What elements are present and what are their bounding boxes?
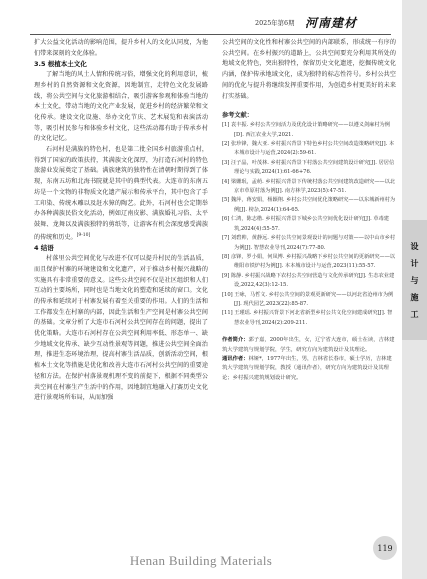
author-bio-text: 郭子嘉，2000年出生，女，辽宁省大连市，硕士在读，吉林建筑大学建筑与规划学院，学生，研究方向为建筑设计及其理论。	[222, 337, 395, 353]
left-column	[34, 38, 208, 404]
reference-item: [7] 刘碧帅，黄静远. 乡村公共空间景观设计的问题与对策——以中山市乡村为例[J]. 智慧农业导刊,2024(7):77-80.	[222, 235, 396, 251]
paragraph: 扩大公益文化活动的影响范围，提升乡村人的文化认同度，为他们带来深刻的文化体验。	[34, 39, 208, 57]
reference-item: [4] 梁姗珉，孟萌. 乡村振兴背景下传统村落公共空间建筑改造研究——以北京市草原村落为例[J]. 南方林学,2023(5):47-51.	[222, 178, 396, 195]
page-number: 119	[373, 536, 397, 560]
right-column	[222, 38, 396, 383]
section-tab	[402, 220, 427, 340]
reference-item: [9] 陈静. 乡村振兴战略下农村公共空间营造与文化传承研究[J]. 生态农业建设,2022,42(3):12-15.	[222, 272, 395, 289]
reference-item: [11] 王瑾瑶. 乡村振兴背景下河北省新型乡村公共文化空间建成研究[J]. 智慧农业导刊,2024(2):209-211.	[222, 310, 393, 326]
reference-item: [3] 汪子晶，叶茂林. 乡村振兴背景下村落公共空间建筑设计研究[J]. 居居信理论与实践,2024(1):61-66+76.	[222, 159, 395, 176]
references-list	[222, 121, 396, 328]
section-heading: 4 结语	[34, 244, 54, 253]
section-heading: 3.5 根植本土文化	[34, 60, 87, 69]
references-heading: 参考文献：	[222, 112, 253, 120]
section-tab-char: 与	[410, 275, 419, 285]
author-info	[222, 336, 396, 383]
citation-mark: [9-10]	[76, 232, 91, 238]
paragraph	[34, 145, 208, 243]
reference-item: [1] 袁丰振. 乡村公共空间活力及优化设计策略研究——以遵义剑麻村为例[D]. 西江农业大学,2021.	[222, 122, 390, 138]
header-rule	[30, 34, 391, 35]
author-bio	[222, 336, 396, 355]
paragraph: 村落里公共空间优化与改进不仅可以提升村民的生活品质，而且保护村寨的环境建设和文化遗产，对于推动乡村振兴战略的实施具有非常重要的意义。这些公共空间不仅是社区组织和人们互动的主要场所，同时也是当地文化的塑造和延续的窗口。文化的传承和延续对于村寨发展有着至关重要的作用。人们的生活和工作都发生在村寨的内部，因此生活和生产空间是村寨公共空间的基础。文章分析了大连市石河村公共空间存在的问题，提出了优化策略。大连市石河村存在公共空间利用率低、形态单一、缺少地域文化传承、缺少互动性景观等问题，推进公共空间全面治理，推进生态环境治理，提高村寨生活品质，创新活动空间，根植本土文化等措施是优化和改善大连市石河村公共空间的重要途径和方法。在保护村落景观机理不变的前提下，根据不同类型公共空间在村寨生产生活中的作用，因地制宜地融入打赛历史文化进行景观场所布局，从而加强	[34, 255, 208, 402]
corresponding-author	[222, 355, 396, 383]
footer-journal-name: Henan Building Materials	[129, 553, 273, 568]
section-tab-char: 施	[410, 292, 419, 302]
reference-item: [2] 张珍锋，魏大亚. 乡村振兴背景下特色乡村公共空间改造策略研究[J]. 本本城市设计与运营,2024(2):59-61.	[222, 141, 395, 157]
section-tab-char: 计	[410, 258, 419, 268]
section-tab-char: 工	[410, 309, 419, 319]
reference-item: [10] 王咏，马哲文. 乡村公共空间的景观更新研究——以河北省沧州市为例[J]. 现代园艺,2023(22):85-87.	[222, 291, 394, 307]
paragraph: 公共空间的文化性和村寨公共空间的内部联系，形成统一有序的公共空间。在乡村振兴的道路上，公共空间要充分利用其所处的地域文化特色，突出独特性，保留历史文化遗迹，挖掘传统文化内涵，保护传承地域文化，成为独特的标志性符号。乡村公共空间的优化与提升将继续发挥重要作用，为创造乡村更美好的未来打实基础。	[222, 39, 396, 100]
side-strip	[402, 0, 427, 579]
corresponding-author-text: 林娅*，1977年出生，男，吉林省长春市，硕士学历，吉林建筑大学建筑与规划学院，教授（通讯作者），研究方向为建筑设计及其理论；乡村振兴建筑规划设计研究。	[222, 355, 392, 381]
paragraph: 了解当地的风土人情和传统习俗，增强文化的利用意识，梳理乡村的自然资源和文化资源，因地制宜，走特色文化发展路线，将公共空间与文化旅游相结合，吸引游客参观和体验当地的本土文化，带动当地的文化产业发展，促进乡村的经济繁荣和文化传承。建设文化设施、举办文化节庆、艺术展览和表演活动等，吸引村民参与和体验乡村文化，这些活动都有助于传承乡村的文化记忆。	[34, 71, 208, 143]
reference-item: [6] 仁鸿，陈志楷. 乡村振兴背景下城乡公共空间优化设计研究[J]. 草毒建筑,2024(4):55-57.	[222, 216, 389, 232]
journal-brand: 河南建材	[305, 16, 358, 30]
section-tab-char: 设	[410, 241, 419, 251]
paragraph-text: 石河村是满族的特色村，也是第二批全国乡村旅游重点村，得到了国家的政策扶持，其满族文化深厚，为打造石河村的特色旅游业发展奠定了基础。满族建筑的独特性在清朝时期得到了体现，东南五坊和北海书院就是其中的典型代表。大连市的东南五坊是一个文物的非物质文化遗产展示和传承平台，其中包含了手工印染、传统木雕以及赶水獐的陶艺。此外，石河村也会定期举办各种满族民俗文化活动，例如辽南皮影、满族婚礼习俗、太平鼓舞、龙舞以及满族独特的剪纸等，让游客有机会深度感受满族的传统和历史。	[34, 146, 208, 241]
corresponding-author-label: 通讯作者：	[222, 355, 249, 362]
reference-item: [5] 魏萍，蒋安娟，杨颖翔. 乡村公共空间优化策略研究——以东城新州村为例[J]. 榜杂,2024(1):64-65.	[222, 197, 396, 213]
reference-item: [8] 彦锋，罗小娟，何凤博. 乡村振兴战略下乡村公共空间的更新研究——以维阳市铁炉村为例[J]. 本本城市设计与运营,2023(11):55-57.	[222, 253, 396, 270]
author-bio-label: 作者简介：	[222, 337, 249, 344]
issue-label: 2025年第6期	[255, 19, 295, 27]
